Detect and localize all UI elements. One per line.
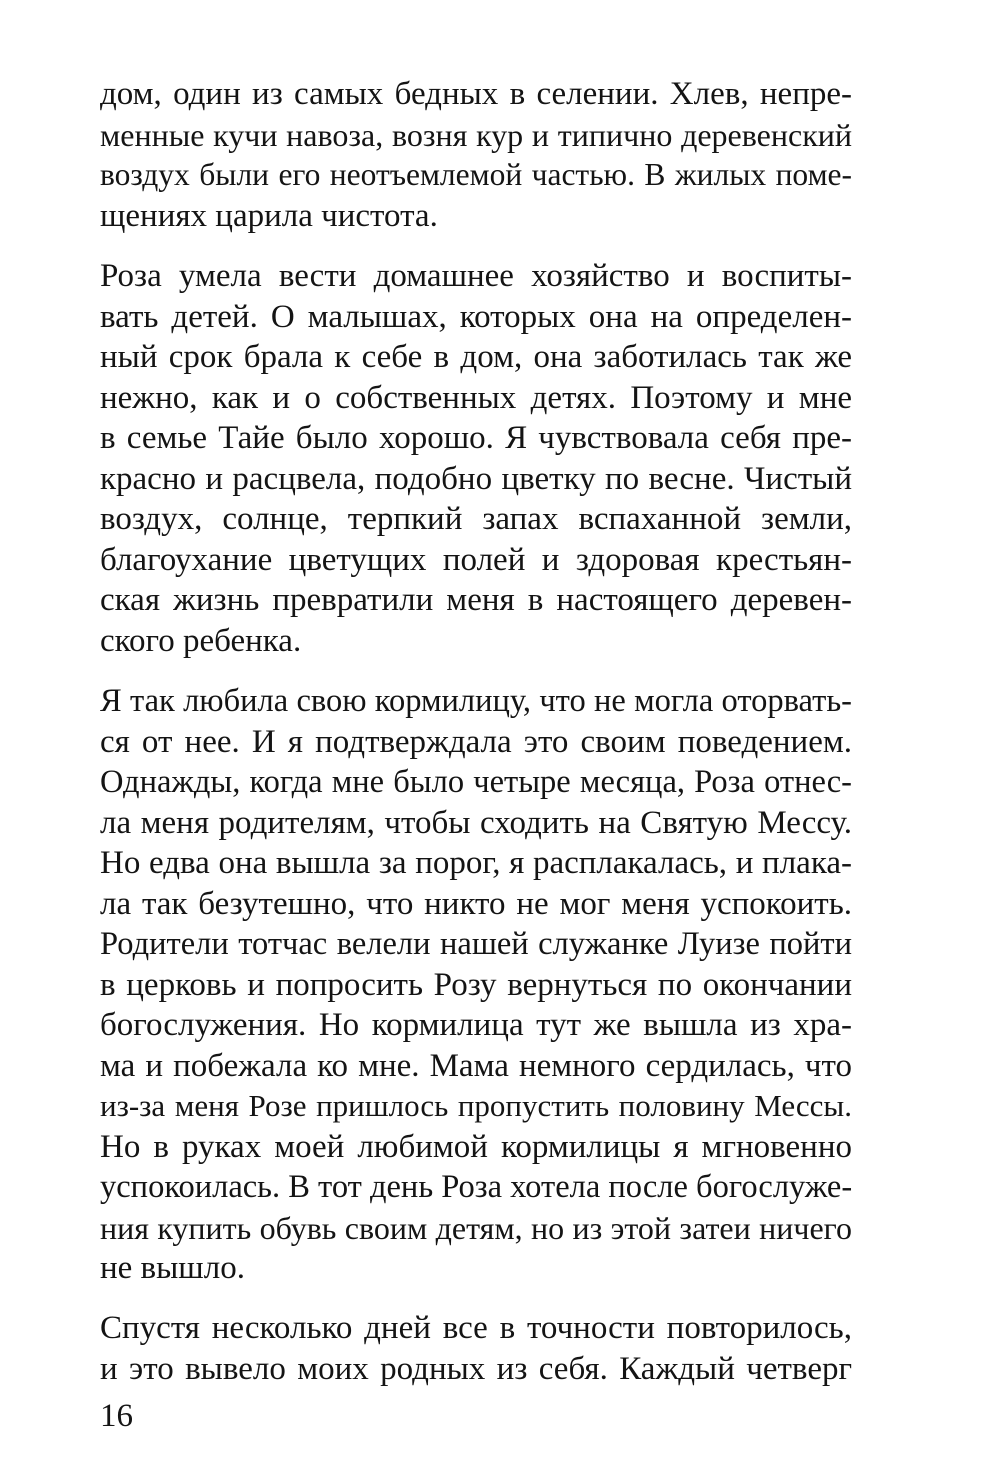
text-line: менные кучи навоза, возня кур и типично деревенский xyxy=(100,116,852,153)
text-line: и это вывело моих родных из себя. Каждый четверг xyxy=(100,1350,852,1387)
text-line: вать детей. О малышах, которых она на определен- xyxy=(100,298,852,335)
paragraph-1 xyxy=(100,74,852,236)
text-line: Однажды, когда мне было четыре месяца, Роза отнес- xyxy=(100,764,852,800)
paragraph-4 xyxy=(100,1308,852,1389)
text-line: Роза умела вести домашнее хозяйство и воспиты- xyxy=(100,258,852,294)
text-line: ма и побежала ко мне. Мама немного сердилась, что xyxy=(100,1047,852,1084)
text-line: Но едва она вышла за порог, я расплакалась, и плака- xyxy=(100,845,852,881)
text-line: ского ребенка. xyxy=(100,622,302,659)
text-line: Родители тотчас велели нашей служанке Луизе пойти xyxy=(100,926,852,962)
text-line: красно и расцвела, подобно цветку по весне. Чистый xyxy=(100,460,852,497)
text-line: богослужения. Но кормилица тут же вышла из хра- xyxy=(100,1007,852,1043)
text-line: ся от нее. И я подтверждала это своим поведением. xyxy=(100,723,852,760)
text-line: ный срок брала к себе в дом, она заботилась так же xyxy=(100,339,852,375)
text-line: не вышло. xyxy=(100,1250,245,1286)
text-line: щениях царила чистота. xyxy=(100,197,438,234)
text-line: Но в руках моей любимой кормилицы я мгновенно xyxy=(100,1128,852,1165)
text-line: ская жизнь превратили меня в настоящего деревен- xyxy=(100,582,852,618)
text-line: Я так любила свою кормилицу, что не могла оторвать- xyxy=(100,683,852,719)
text-line: Спустя несколько дней все в точности повторилось, xyxy=(100,1310,852,1346)
paragraph-3 xyxy=(100,681,852,1289)
text-line: из-за меня Розе пришлось пропустить половину Мессы. xyxy=(100,1088,852,1123)
text-line: успокоилась. В тот день Роза хотела после богослуже- xyxy=(100,1169,853,1205)
page-number: 16 xyxy=(100,1398,133,1434)
text-line: воздух были его неотъемлемой частью. В жилых поме- xyxy=(100,157,852,192)
text-line: дом, один из самых бедных в селении. Хлев, непре- xyxy=(100,76,852,112)
text-line: в семье Тайе было хорошо. Я чувствовала себя пре- xyxy=(100,420,852,456)
text-line: благоухание цветущих полей и здоровая крестьян- xyxy=(100,541,852,578)
text-line: ния купить обувь своим детям, но из этой затеи ничего xyxy=(100,1209,852,1246)
text-line: воздух, солнце, терпкий запах вспаханной земли, xyxy=(100,501,852,537)
paragraph-2 xyxy=(100,256,852,661)
text-line: нежно, как и о собственных детях. Поэтому и мне xyxy=(100,379,852,416)
text-line: в церковь и попросить Розу вернуться по окончании xyxy=(100,966,852,1003)
text-line: ла так безутешно, что никто не мог меня успокоить. xyxy=(100,885,852,922)
text-line: ла меня родителям, чтобы сходить на Святую Мессу. xyxy=(100,804,852,841)
